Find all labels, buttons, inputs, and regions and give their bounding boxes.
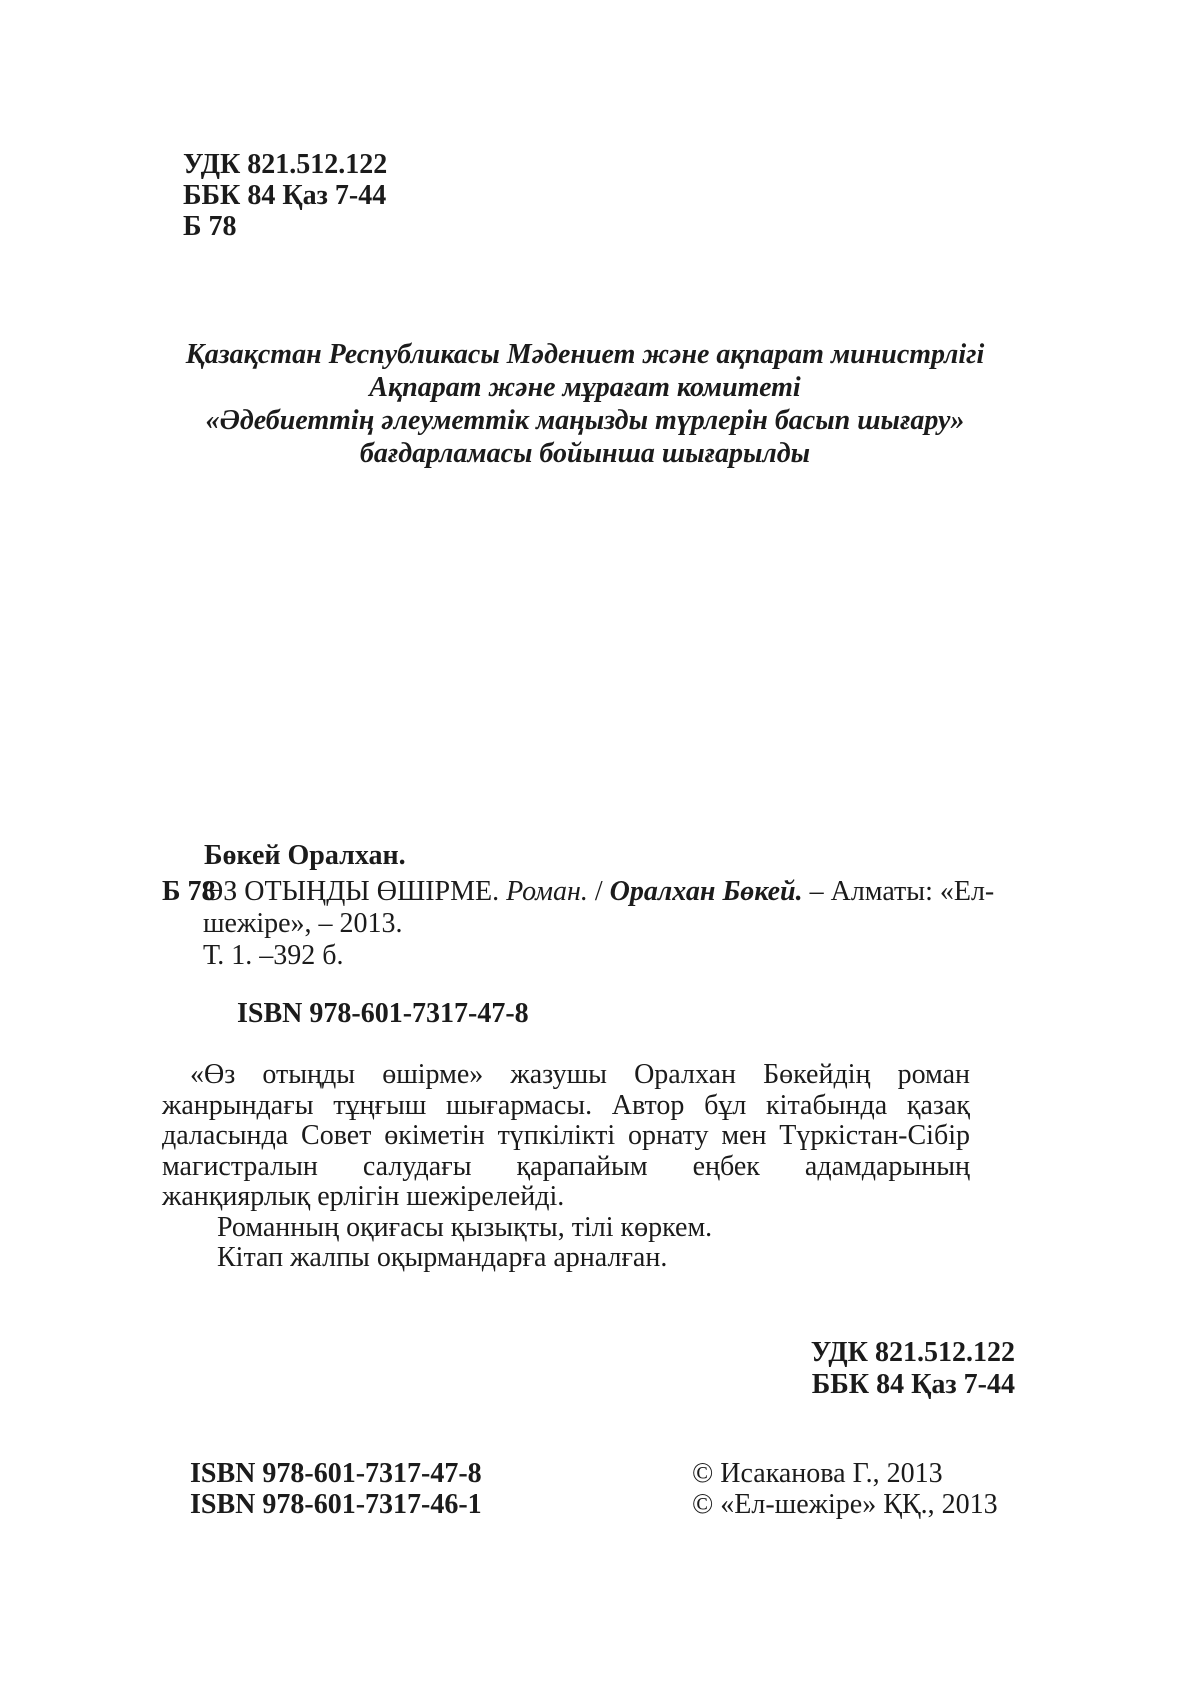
catalog-card-label: Б 78: [162, 876, 216, 907]
annotation-paragraph-3: Кітап жалпы оқырмандарға арналған.: [217, 1242, 668, 1273]
bbk-code-bottom: ББК 84 Қаз 7-44: [811, 1369, 1015, 1400]
annotation-paragraph-1: «Өз отыңды өшірме» жазушы Оралхан Бөкейдің роман жанрындағы тұңғыш шығармасы. Автор бұл кітабында қазақ даласында Совет өкіметін түпкілікті орнату мен Түркістан-Сібір магистралын салудағы қарапайым еңбек адамдарының жанқиярлық ерлігін шежірелейді.: [162, 1059, 970, 1212]
copyright-line-1: © Исаканова Г., 2013: [692, 1458, 943, 1489]
footer-isbn-column: [190, 1458, 482, 1520]
isbn-line-1: ISBN 978-601-7317-47-8: [190, 1458, 482, 1489]
ministry-line-3: «Әдебиеттің әлеуметтік маңызды түрлерін басып шығару»: [205, 405, 965, 436]
annotation-block: [162, 1060, 970, 1274]
isbn-primary: ISBN 978-601-7317-47-8: [237, 998, 529, 1029]
ministry-program-block: [140, 338, 1030, 470]
catalog-title-line: [203, 876, 1015, 908]
udk-code: УДК 821.512.122: [183, 149, 388, 180]
ministry-line-2: Ақпарат және мұрағат комитеті: [369, 372, 801, 403]
footer-copyright-column: [692, 1458, 998, 1520]
udk-code-bottom: УДК 821.512.122: [810, 1337, 1015, 1368]
catalog-publisher-line: шежіре», – 2013.: [203, 908, 403, 939]
book-author-italic: Оралхан Бөкей.: [609, 876, 810, 907]
author-sign-code: Б 78: [183, 211, 237, 242]
book-author: Бөкей Оралхан.: [204, 840, 406, 871]
top-bibliographic-codes: [183, 149, 387, 242]
bottom-bibliographic-codes: [811, 1337, 1015, 1401]
book-title: ӨЗ ОТЫҢДЫ ӨШІРМЕ.: [203, 876, 507, 907]
publisher-city: – Алматы: «Ел-: [809, 876, 995, 907]
bbk-code: ББК 84 Қаз 7-44: [183, 180, 387, 211]
annotation-paragraph-2: Романның оқиғасы қызықты, тілі көркем.: [217, 1211, 713, 1243]
copyright-line-2: © «Ел-шежіре» ҚҚ., 2013: [692, 1489, 998, 1520]
book-genre: Роман.: [506, 876, 595, 907]
title-slash: /: [594, 876, 610, 907]
catalog-card-entry: [203, 876, 1015, 972]
catalog-volume-line: Т. 1. –392 б.: [203, 940, 344, 971]
ministry-line-4: бағдарламасы бойынша шығарылды: [359, 438, 811, 469]
isbn-line-2: ISBN 978-601-7317-46-1: [190, 1489, 482, 1520]
ministry-line-1: Қазақстан Республикасы Мәдениет және ақпарат министрлігі: [185, 339, 985, 370]
